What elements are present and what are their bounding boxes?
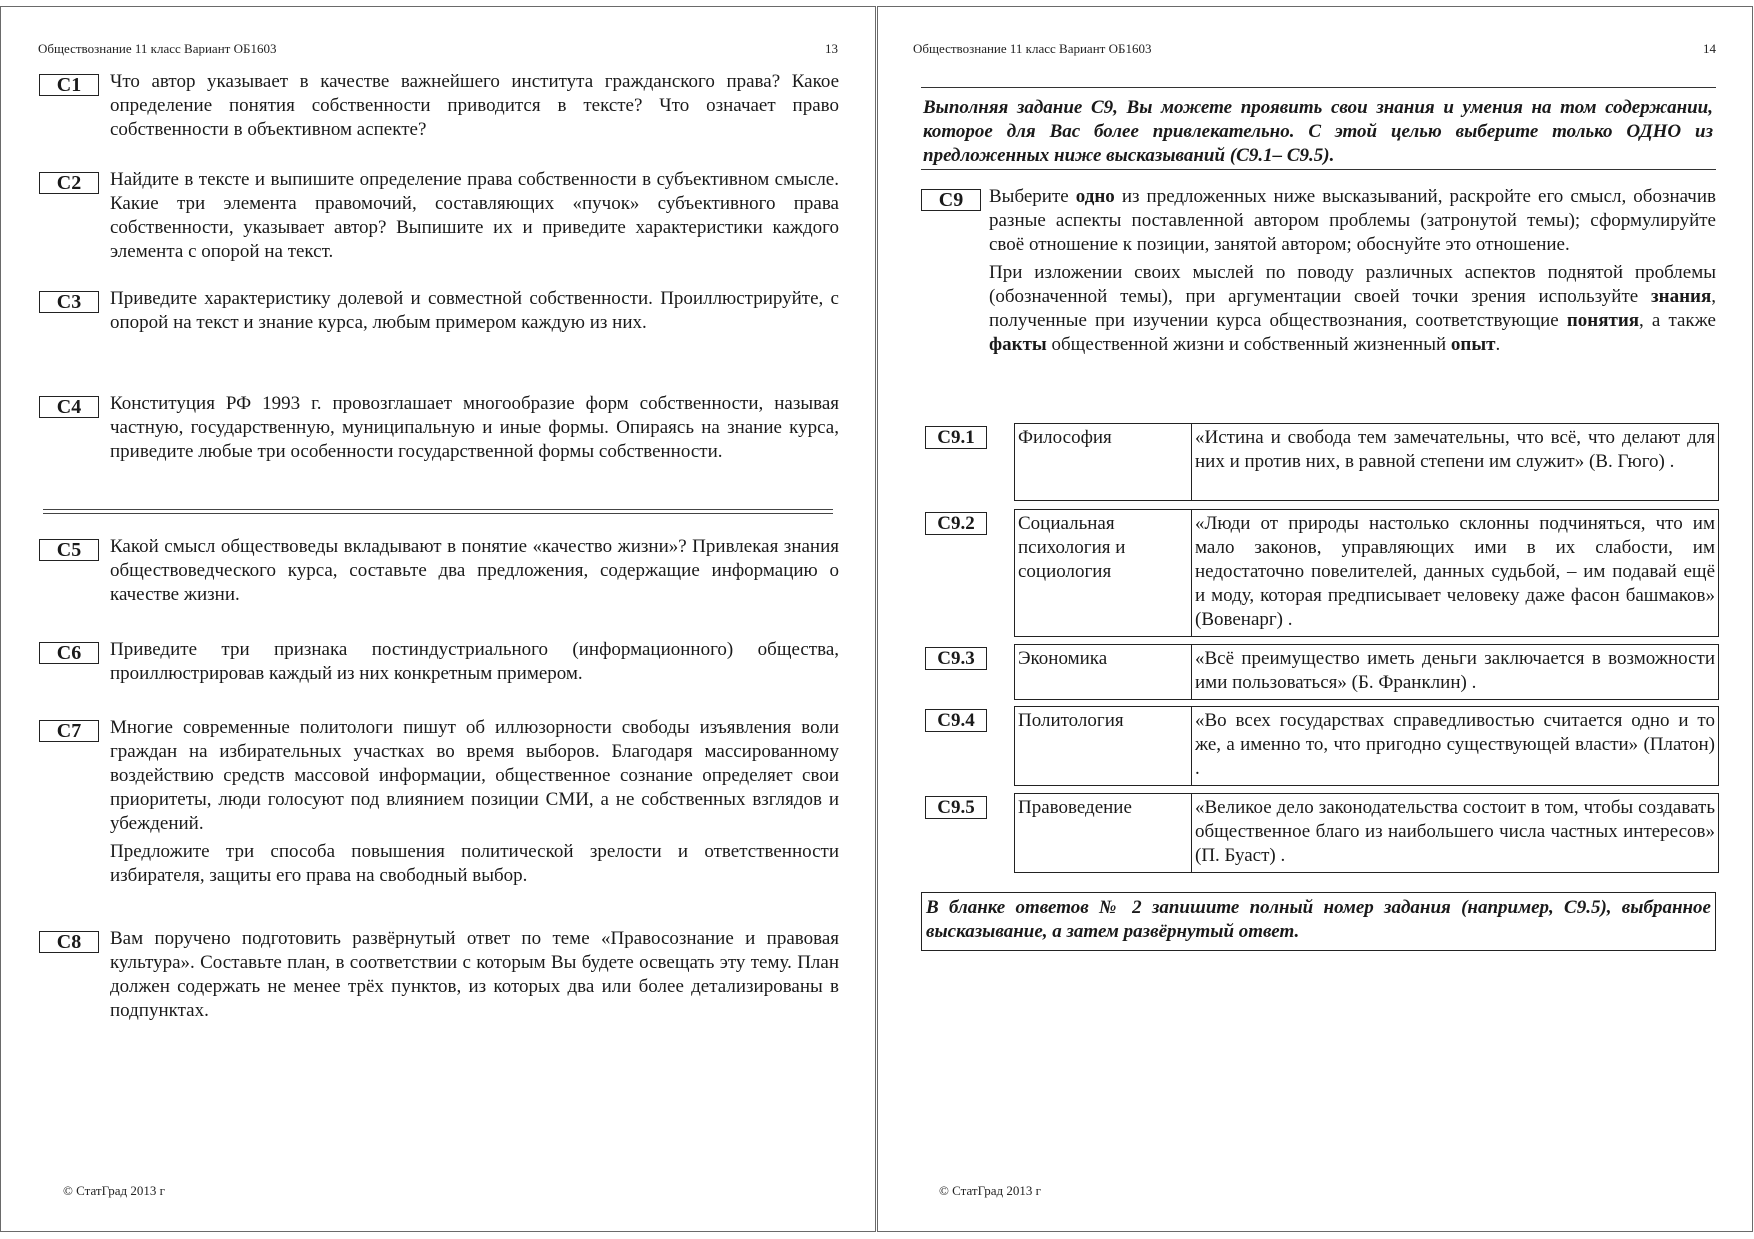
- quote-subject: Политология: [1015, 707, 1192, 785]
- header-title: Обществознание 11 класс Вариант ОБ1603: [913, 41, 1152, 56]
- page-header: [913, 41, 1716, 57]
- intro-bottom-rule: [921, 169, 1716, 170]
- section-divider: [43, 509, 833, 514]
- quote-subject: Экономика: [1015, 645, 1192, 699]
- task-label: C9: [921, 189, 981, 211]
- task-text: Что автор указывает в качестве важнейшего института гражданского права? Какое определение понятия собственности приводится в тексте? Что означает право собственности в объективном аспекте?: [110, 71, 839, 140]
- task-label: C2: [39, 172, 99, 194]
- task-c1: [39, 70, 839, 142]
- answer-instruction-box: В бланке ответов № 2 запишите полный номер задания (например, С9.5), выбранное высказывание, а затем развёрнутый ответ.: [921, 892, 1716, 951]
- task-label: C6: [39, 642, 99, 664]
- task-c5: [39, 535, 839, 607]
- task-c9: [921, 185, 1716, 357]
- task-text: Приведите три признака постиндустриального (информационного) общества, проиллюстрировав каждый из них конкретным примером.: [110, 639, 839, 684]
- quote-box: [1014, 423, 1719, 501]
- task-text: Приведите характеристику долевой и совместной собственности. Проиллюстрируйте, с опорой на текст и знание курса, любым примером каждую из них.: [110, 288, 839, 333]
- task-text: Вам поручено подготовить развёрнутый ответ по теме «Правосознание и правовая культура». Составьте план, в соответствии с которым Вы будете освещать эту тему. План должен содержать не менее трёх пунктов, из которых два или более детализированы в подпунктах.: [110, 928, 839, 1021]
- quote-text: «Истина и свобода тем замечательны, что всё, что делают для них и против них, в равной степени им служит» (В. Гюго) .: [1195, 427, 1715, 472]
- quote-label: C9.4: [925, 709, 987, 732]
- page-number: 13: [825, 41, 838, 56]
- quote-text: «Великое дело законодательства состоит в том, чтобы создавать общественное благо из наибольшего числа частных интересов» (П. Буаст) .: [1195, 797, 1715, 866]
- task-c6: [39, 638, 839, 686]
- task-c4: [39, 392, 839, 464]
- task-text: Многие современные политологи пишут об иллюзорности свободы изъявления воли граждан на избирательных участках во время выборов. Благодаря массированному воздействию средств массовой информации, общественное сознание определяет свои приоритеты, люди голосуют под влиянием позиции СМИ, а не собственных взглядов и убеждений.: [110, 717, 839, 834]
- page-13: [0, 6, 876, 1232]
- task-text: Конституция РФ 1993 г. провозглашает многообразие форм собственности, называя частную, государственную, муниципальную и иные формы. Опираясь на знание курса, приведите любые три особенности государственной формы собственности.: [110, 393, 839, 462]
- task-label: C3: [39, 291, 99, 313]
- page-number: 14: [1703, 41, 1716, 56]
- c9-intro: Выполняя задание С9, Вы можете проявить свои знания и умения на том содержании, которое для Вас более привлекательно. С этой целью выберите только ОДНО из предложенных ниже высказываний (С9.1– С9.5).: [923, 97, 1713, 166]
- intro-top-rule: [921, 87, 1716, 88]
- task-label: C7: [39, 720, 99, 742]
- task-label: C5: [39, 539, 99, 561]
- task-label: C1: [39, 74, 99, 96]
- task-c8: [39, 927, 839, 1023]
- page-footer: © СтатГрад 2013 г: [63, 1183, 165, 1198]
- page-14: [877, 6, 1753, 1232]
- quote-subject: Социальная психология и социология: [1015, 510, 1192, 636]
- task-label: C4: [39, 396, 99, 418]
- page-header: [38, 41, 838, 57]
- quote-box: [1014, 509, 1719, 637]
- task-text: Предложите три способа повышения политической зрелости и ответственности избирателя, защиты его права на свободный выбор.: [110, 841, 839, 886]
- task-text: Найдите в тексте и выпишите определение права собственности в субъективном смысле. Какие три элемента правомочий, составляющих «пучок» субъективного права собственности, указывает автор? Выпишите их и приведите характеристики каждого элемента с опорой на текст.: [110, 169, 839, 262]
- task-label: C8: [39, 931, 99, 953]
- quote-text: «Всё преимущество иметь деньги заключается в возможности ими пользоваться» (Б. Франклин) .: [1195, 648, 1715, 693]
- quote-box: [1014, 644, 1719, 700]
- quote-subject: Философия: [1015, 424, 1192, 500]
- quote-label: C9.5: [925, 796, 987, 819]
- task-c7: [39, 716, 839, 888]
- quote-label: C9.1: [925, 426, 987, 449]
- quote-box: [1014, 793, 1719, 873]
- c9-instruction-2: При изложении своих мыслей по поводу различных аспектов поднятой проблемы (обозначенной темы), при аргументации своей точки зрения используйте знания, полученные при изучении курса обществознания, соответствующие понятия, а также факты общественной жизни и собственный жизненный опыт.: [989, 262, 1716, 355]
- task-text: Какой смысл обществоведы вкладывают в понятие «качество жизни»? Привлекая знания обществоведческого курса, составьте два предложения, содержащие информацию о качестве жизни.: [110, 536, 839, 605]
- page-footer: © СтатГрад 2013 г: [939, 1183, 1041, 1198]
- quote-subject: Правоведение: [1015, 794, 1192, 872]
- c9-instruction-1: Выберите одно из предложенных ниже высказываний, раскройте его смысл, обозначив разные аспекты поставленной автором проблемы (затронутой темы); сформулируйте своё отношение к позиции, занятой автором; обоснуйте это отношение.: [989, 186, 1716, 255]
- header-title: Обществознание 11 класс Вариант ОБ1603: [38, 41, 277, 56]
- quote-text: «Люди от природы настолько склонны подчиняться, что им мало законов, управляющих ими в их слабости, им недостаточно повелителей, данных судьбой, – им подавай ещё и моду, которая предписывает человеку даже фасон башмаков» (Вовенарг) .: [1195, 513, 1715, 630]
- quote-label: C9.2: [925, 512, 987, 535]
- quote-text: «Во всех государствах справедливостью считается одно и то же, а именно то, что пригодно существующей власти» (Платон) .: [1195, 710, 1715, 779]
- task-c2: [39, 168, 839, 264]
- quote-box: [1014, 706, 1719, 786]
- task-c3: [39, 287, 839, 335]
- quote-label: C9.3: [925, 647, 987, 670]
